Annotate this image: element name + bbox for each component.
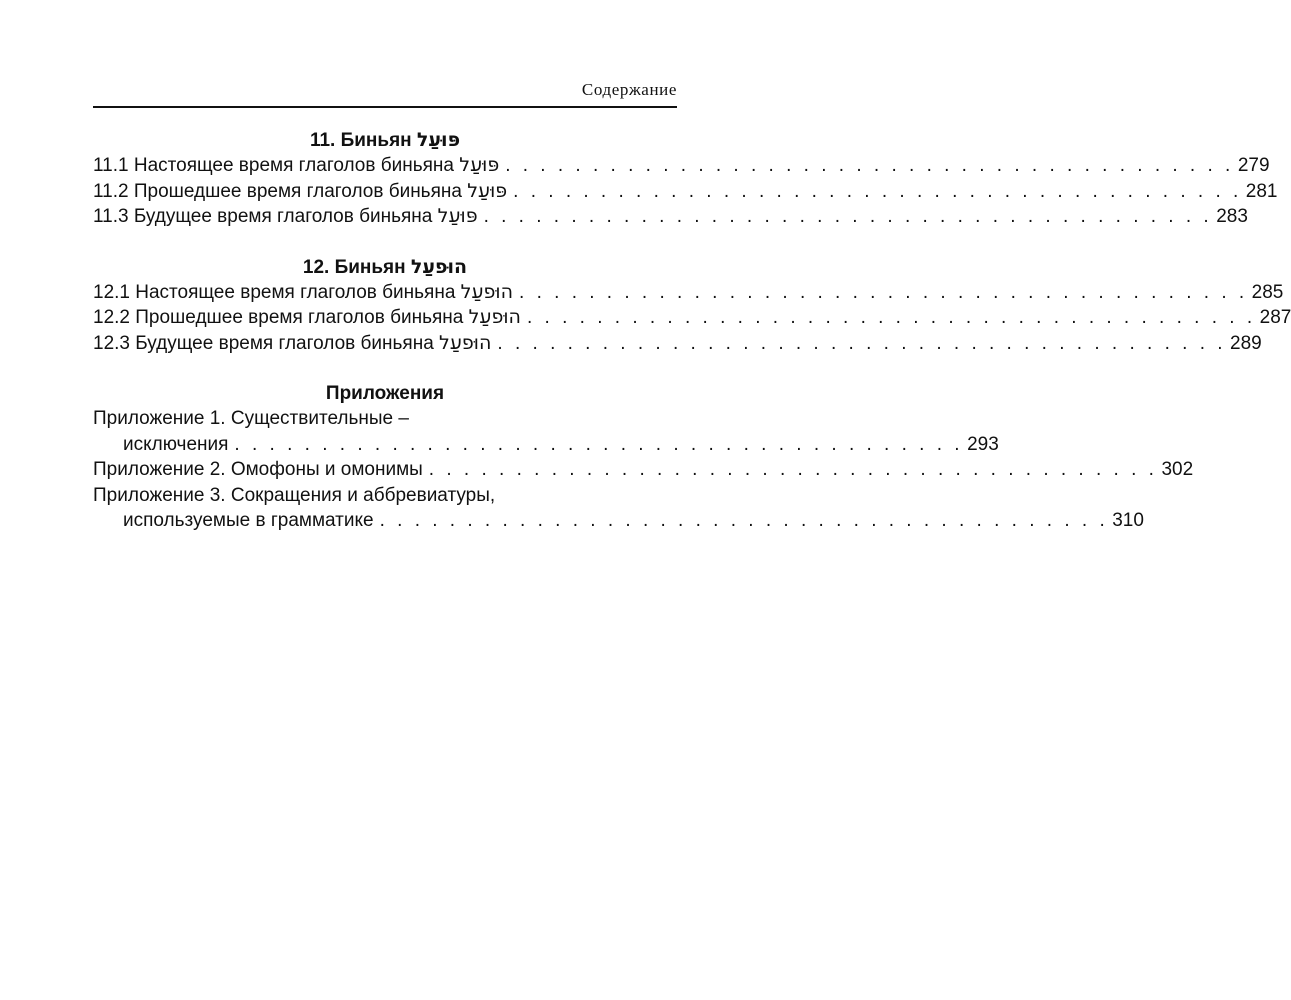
dot-leader: . . . . . . . . . . . . . . . . . . . . . . . . . . . . . . . . . . . . . . . . . . — [379, 510, 1109, 531]
toc-entry — [93, 432, 999, 458]
book-page — [93, 78, 1291, 559]
dot-leader: . . . . . . . . . . . . . . . . . . . . . . . . . . . . . . . . . . . . . . . . . . — [513, 180, 1242, 202]
dot-leader: . . . . . . . . . . . . . . . . . . . . . . . . . . . . . . . . . . . . . . . . . . — [519, 281, 1248, 303]
section-title-text: 12. Биньян — [302, 256, 406, 278]
toc-entry-hebrew: הוּפעַל — [460, 280, 514, 303]
toc-section-11 — [93, 128, 1278, 230]
header-rule — [93, 106, 677, 108]
toc-entry-hebrew: פּוּעַל — [459, 154, 500, 176]
section-title: Приложения — [325, 383, 445, 404]
toc-entry-hebrew: פּוּעַל — [467, 179, 508, 202]
toc-entry[interactable] — [93, 331, 1262, 357]
toc-entry[interactable] — [93, 204, 1248, 230]
section-title — [93, 128, 677, 153]
toc-entry-title: 12.3 Будущее время глаголов биньяна — [93, 332, 434, 354]
dot-leader: . . . . . . . . . . . . . . . . . . . . . . . . . . . . . . . . . . . . . . . . . . — [428, 459, 1158, 480]
running-head: Содержание — [581, 80, 677, 99]
toc-entry-page: 302 — [1161, 459, 1194, 480]
toc-entry-text — [93, 305, 521, 331]
appendix-item-2[interactable] — [93, 457, 1194, 483]
appendix-title-line: Приложение 1. Существительные – — [93, 408, 409, 429]
toc-entry-page: 287 — [1259, 307, 1291, 328]
dot-leader: . . . . . . . . . . . . . . . . . . . . . . . . . . . . . . . . . . . . . . . . . . — [526, 307, 1256, 328]
toc-entry-text — [93, 179, 507, 205]
toc-entry-hebrew: הוּפעַל — [439, 331, 492, 354]
toc-entry-text — [93, 331, 491, 357]
section-title-text: 11. Биньян — [309, 130, 412, 151]
toc-entry — [93, 508, 1144, 534]
toc-entry-page: 279 — [1237, 155, 1270, 176]
appendix-item-3[interactable] — [93, 483, 1144, 534]
section-title-hebrew: פּוּעַל — [416, 129, 461, 151]
appendix-title-continuation: исключения — [123, 433, 229, 455]
toc-entry-title: 12.1 Настоящее время глаголов биньяна — [93, 281, 456, 303]
toc-entry-text — [93, 204, 478, 230]
toc-entry[interactable] — [93, 179, 1278, 205]
toc-section-12 — [93, 255, 1291, 357]
toc-entry[interactable] — [93, 280, 1284, 306]
toc-entry-page: 285 — [1251, 281, 1284, 303]
dot-leader: . . . . . . . . . . . . . . . . . . . . . . . . . . . . . . . . . . . . . . . . . . — [497, 332, 1227, 354]
section-title-hebrew: הוּפעַל — [410, 255, 468, 278]
dot-leader: . . . . . . . . . . . . . . . . . . . . . . . . . . . . . . . . . . . . . . . . . . — [483, 206, 1213, 227]
section-title — [93, 255, 677, 280]
dot-leader: . . . . . . . . . . . . . . . . . . . . . . . . . . . . . . . . . . . . . . . . . . — [505, 155, 1234, 176]
toc-entry-title: 12.2 Прошедшее время глаголов биньяна — [93, 307, 464, 328]
toc-entry-page: 281 — [1245, 180, 1278, 202]
table-of-contents — [93, 128, 1291, 534]
toc-entry-title: 11.2 Прошедшее время глаголов биньяна — [93, 180, 462, 202]
dot-leader: . . . . . . . . . . . . . . . . . . . . . . . . . . . . . . . . . . . . . . . . . . — [234, 433, 964, 455]
toc-entry[interactable] — [93, 153, 1270, 179]
toc-entry-page: 293 — [967, 433, 999, 455]
toc-entry-page: 283 — [1216, 206, 1248, 227]
toc-entry-page: 310 — [1112, 510, 1144, 531]
appendix-title-continuation: используемые в грамматике — [123, 510, 374, 531]
toc-entry-title: 11.3 Будущее время глаголов биньяна — [93, 206, 433, 227]
appendix-item-1[interactable] — [93, 406, 999, 457]
toc-entry-hebrew: הוּפעַל — [468, 306, 521, 328]
appendix-title-line: Приложение 2. Омофоны и омонимы — [93, 459, 423, 480]
toc-entry-title: 11.1 Настоящее время глаголов биньяна — [93, 155, 454, 176]
toc-entry-text — [93, 153, 499, 179]
toc-entry[interactable] — [93, 305, 1291, 331]
toc-section-appendices — [93, 381, 1194, 534]
toc-entry-hebrew: פּוּעַל — [437, 205, 478, 227]
toc-entry-page: 289 — [1230, 332, 1262, 354]
appendix-title-line: Приложение 3. Сокращения и аббревиатуры, — [93, 484, 496, 506]
toc-entry-text — [93, 280, 513, 306]
